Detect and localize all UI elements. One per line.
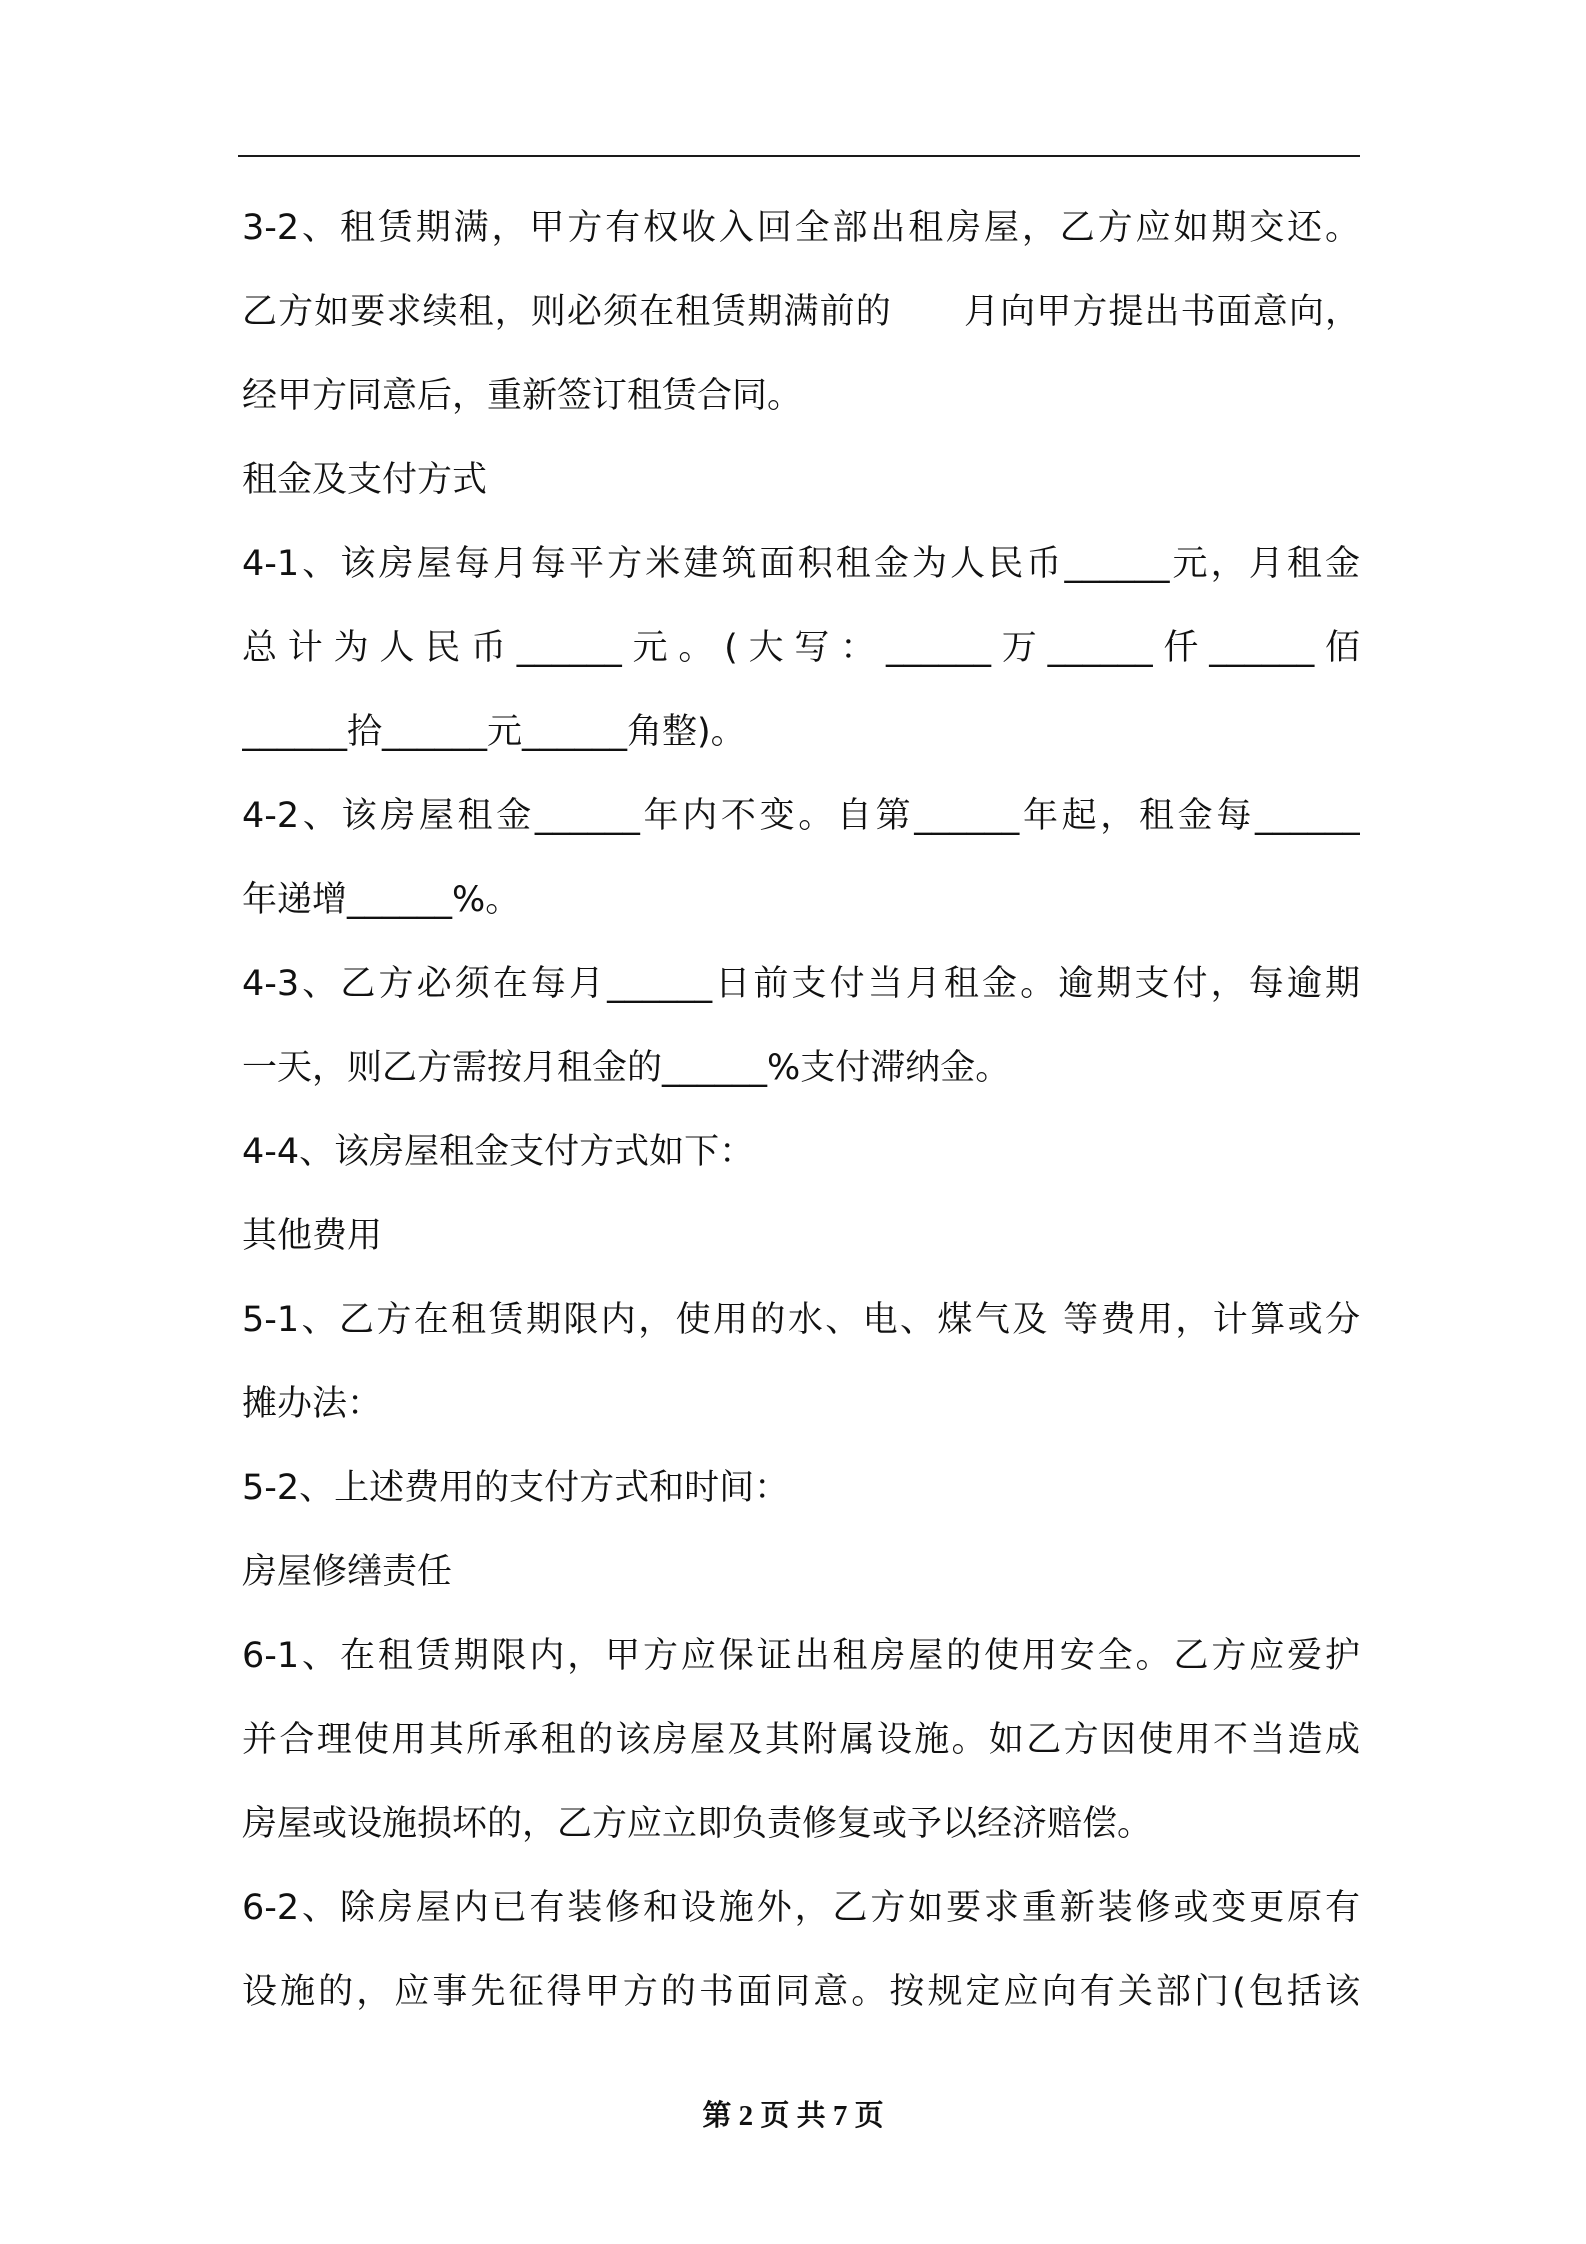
clause-6-1-line: 6-1、在租赁期限内，甲方应保证出租房屋的使用安全。乙方应爱护 <box>242 1636 1360 1676</box>
section-heading-other-fees: 其他费用 <box>242 1216 383 1256</box>
section-heading-rent: 租金及支付方式 <box>242 460 488 500</box>
clause-3-2-line: 经甲方同意后，重新签订租赁合同。 <box>242 376 803 416</box>
section-heading-repairs: 房屋修缮责任 <box>242 1552 453 1592</box>
clause-3-2-line: 3-2、租赁期满，甲方有权收入回全部出租房屋，乙方应如期交还。 <box>242 208 1360 248</box>
clause-5-2-line: 5-2、上述费用的支付方式和时间： <box>242 1468 790 1508</box>
clause-4-2-line: 4-2、该房屋租金______年内不变。自第______年起，租金每______ <box>242 796 1360 836</box>
header-rule <box>238 155 1360 157</box>
clause-6-2-line: 6-2、除房屋内已有装修和设施外，乙方如要求重新装修或变更原有 <box>242 1888 1360 1928</box>
clause-4-2-line: 年递增______%。 <box>242 880 521 920</box>
page-number-footer: 第 2 页 共 7 页 <box>702 2100 884 2132</box>
clause-6-2-line: 设施的，应事先征得甲方的书面同意。按规定应向有关部门(包括该 <box>242 1972 1360 2012</box>
clause-4-1-line: 总计为人民币______元。(大写：______万______仟______佰 <box>242 628 1360 668</box>
clause-4-1-line: ______拾______元______角整)。 <box>242 712 746 752</box>
clause-6-1-line: 并合理使用其所承租的该房屋及其附属设施。如乙方因使用不当造成 <box>242 1720 1360 1760</box>
clause-4-4-line: 4-4、该房屋租金支付方式如下： <box>242 1132 755 1172</box>
clause-3-2-line: 乙方如要求续租，则必须在租赁期满前的 月向甲方提出书面意向， <box>242 292 1360 332</box>
document-body <box>242 186 1360 2034</box>
clause-4-3-line: 一天，则乙方需按月租金的______%支付滞纳金。 <box>242 1048 1011 1088</box>
clause-4-3-line: 4-3、乙方必须在每月______日前支付当月租金。逾期支付，每逾期 <box>242 964 1360 1004</box>
clause-4-1-line: 4-1、该房屋每月每平方米建筑面积租金为人民币______元，月租金 <box>242 544 1360 584</box>
clause-6-1-line: 房屋或设施损坏的，乙方应立即负责修复或予以经济赔偿。 <box>242 1804 1153 1844</box>
clause-5-1-line: 摊办法： <box>242 1384 383 1424</box>
clause-5-1-line: 5-1、乙方在租赁期限内，使用的水、电、煤气及 等费用，计算或分 <box>242 1300 1360 1340</box>
